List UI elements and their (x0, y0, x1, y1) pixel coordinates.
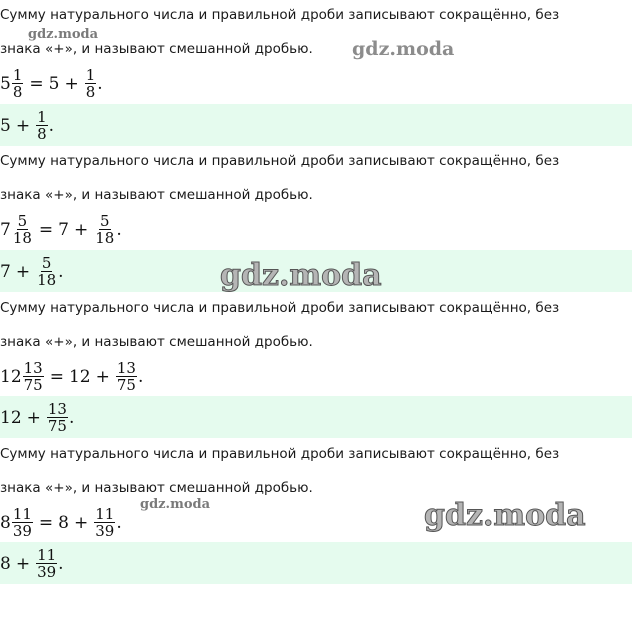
paragraph-line-1: Сумму натурального числа и правильной дроби записывают сокращённо, без (0, 300, 560, 316)
whole-part: 8 (58, 512, 69, 533)
plus-sign: + (74, 512, 89, 533)
denominator: 18 (37, 271, 57, 289)
answer-band (0, 104, 632, 146)
answer-expression (0, 544, 64, 582)
denominator: 18 (95, 229, 115, 247)
numerator: 1 (85, 66, 96, 84)
fraction (85, 67, 97, 100)
denominator: 75 (23, 376, 43, 394)
whole-part: 12 (0, 407, 22, 428)
fraction (116, 360, 137, 393)
watermark: gdz.moda (28, 27, 99, 42)
mixed-number-equation (0, 210, 122, 248)
numerator: 11 (12, 505, 32, 523)
whole-part: 5 (0, 73, 11, 94)
numerator: 5 (100, 212, 110, 230)
answer-expression (0, 106, 54, 144)
mixed-number-equation (0, 64, 103, 102)
watermark: gdz.moda (352, 38, 455, 60)
fraction (47, 401, 68, 434)
fraction (12, 67, 24, 100)
numerator: 1 (12, 66, 23, 84)
numerator: 13 (116, 359, 136, 377)
paragraph-line-2: знака «+», и называют смешанной дробью. (0, 480, 313, 496)
answer-expression (0, 252, 64, 290)
mixed-number-equation (0, 357, 143, 395)
answer-band (0, 542, 632, 584)
period: . (116, 219, 122, 240)
denominator: 18 (12, 229, 32, 247)
plus-sign: + (74, 219, 89, 240)
whole-part: 8 (0, 553, 11, 574)
plus-sign: + (15, 261, 31, 282)
answer-band (0, 396, 632, 438)
whole-part: 7 (0, 219, 11, 240)
paragraph-line-1: Сумму натурального числа и правильной дроби записывают сокращённо, без (0, 7, 560, 23)
fraction (23, 360, 44, 393)
denominator: 75 (116, 376, 136, 394)
plus-sign: + (95, 366, 110, 387)
whole-part: 5 (48, 73, 60, 94)
numerator: 11 (37, 546, 57, 564)
fraction (12, 506, 33, 539)
watermark: gdz.moda (140, 497, 211, 512)
denominator: 8 (85, 83, 96, 101)
paragraph-line-2: знака «+», и называют смешанной дробью. (0, 334, 313, 350)
fraction (94, 506, 115, 539)
whole-part: 8 (0, 512, 11, 533)
period: . (48, 115, 55, 136)
plus-sign: + (15, 115, 31, 136)
plus-sign: + (26, 407, 41, 428)
numerator: 5 (17, 212, 28, 230)
paragraph-line-2: знака «+», и называют смешанной дробью. (0, 187, 313, 203)
fraction (36, 547, 57, 580)
denominator: 8 (12, 83, 23, 101)
mixed-number-equation (0, 503, 122, 541)
numerator: 5 (41, 254, 52, 272)
denominator: 39 (37, 563, 57, 581)
period: . (68, 407, 75, 428)
period: . (58, 261, 64, 282)
plus-sign: + (64, 73, 79, 94)
fraction (36, 255, 57, 288)
denominator: 75 (47, 417, 67, 435)
watermark: gdz.moda (220, 258, 382, 293)
plus-sign: + (15, 553, 31, 574)
numerator: 1 (37, 108, 47, 126)
equals-sign: = (38, 512, 54, 533)
equals-sign: = (38, 219, 54, 240)
answer-expression (0, 398, 74, 436)
paragraph-line-2: знака «+», и называют смешанной дробью. (0, 41, 313, 57)
paragraph-line-1: Сумму натурального числа и правильной дроби записывают сокращённо, без (0, 153, 560, 169)
whole-part: 7 (58, 219, 69, 240)
period: . (58, 553, 64, 574)
paragraph-line-1: Сумму натурального числа и правильной дроби записывают сокращённо, без (0, 446, 560, 462)
whole-part: 5 (0, 115, 11, 136)
numerator: 13 (23, 359, 43, 377)
watermark: gdz.moda (424, 498, 586, 533)
denominator: 8 (37, 125, 47, 143)
numerator: 13 (47, 400, 67, 418)
period: . (137, 366, 144, 387)
whole-part: 12 (0, 366, 22, 387)
denominator: 39 (95, 522, 115, 540)
numerator: 11 (95, 505, 115, 523)
fraction (12, 213, 33, 246)
period: . (116, 512, 122, 533)
fraction (36, 109, 48, 142)
equals-sign: = (49, 366, 64, 387)
denominator: 39 (12, 522, 32, 540)
whole-part: 12 (68, 366, 91, 387)
equals-sign: = (29, 73, 44, 94)
fraction (94, 213, 115, 246)
period: . (97, 73, 103, 94)
whole-part: 7 (0, 261, 11, 282)
